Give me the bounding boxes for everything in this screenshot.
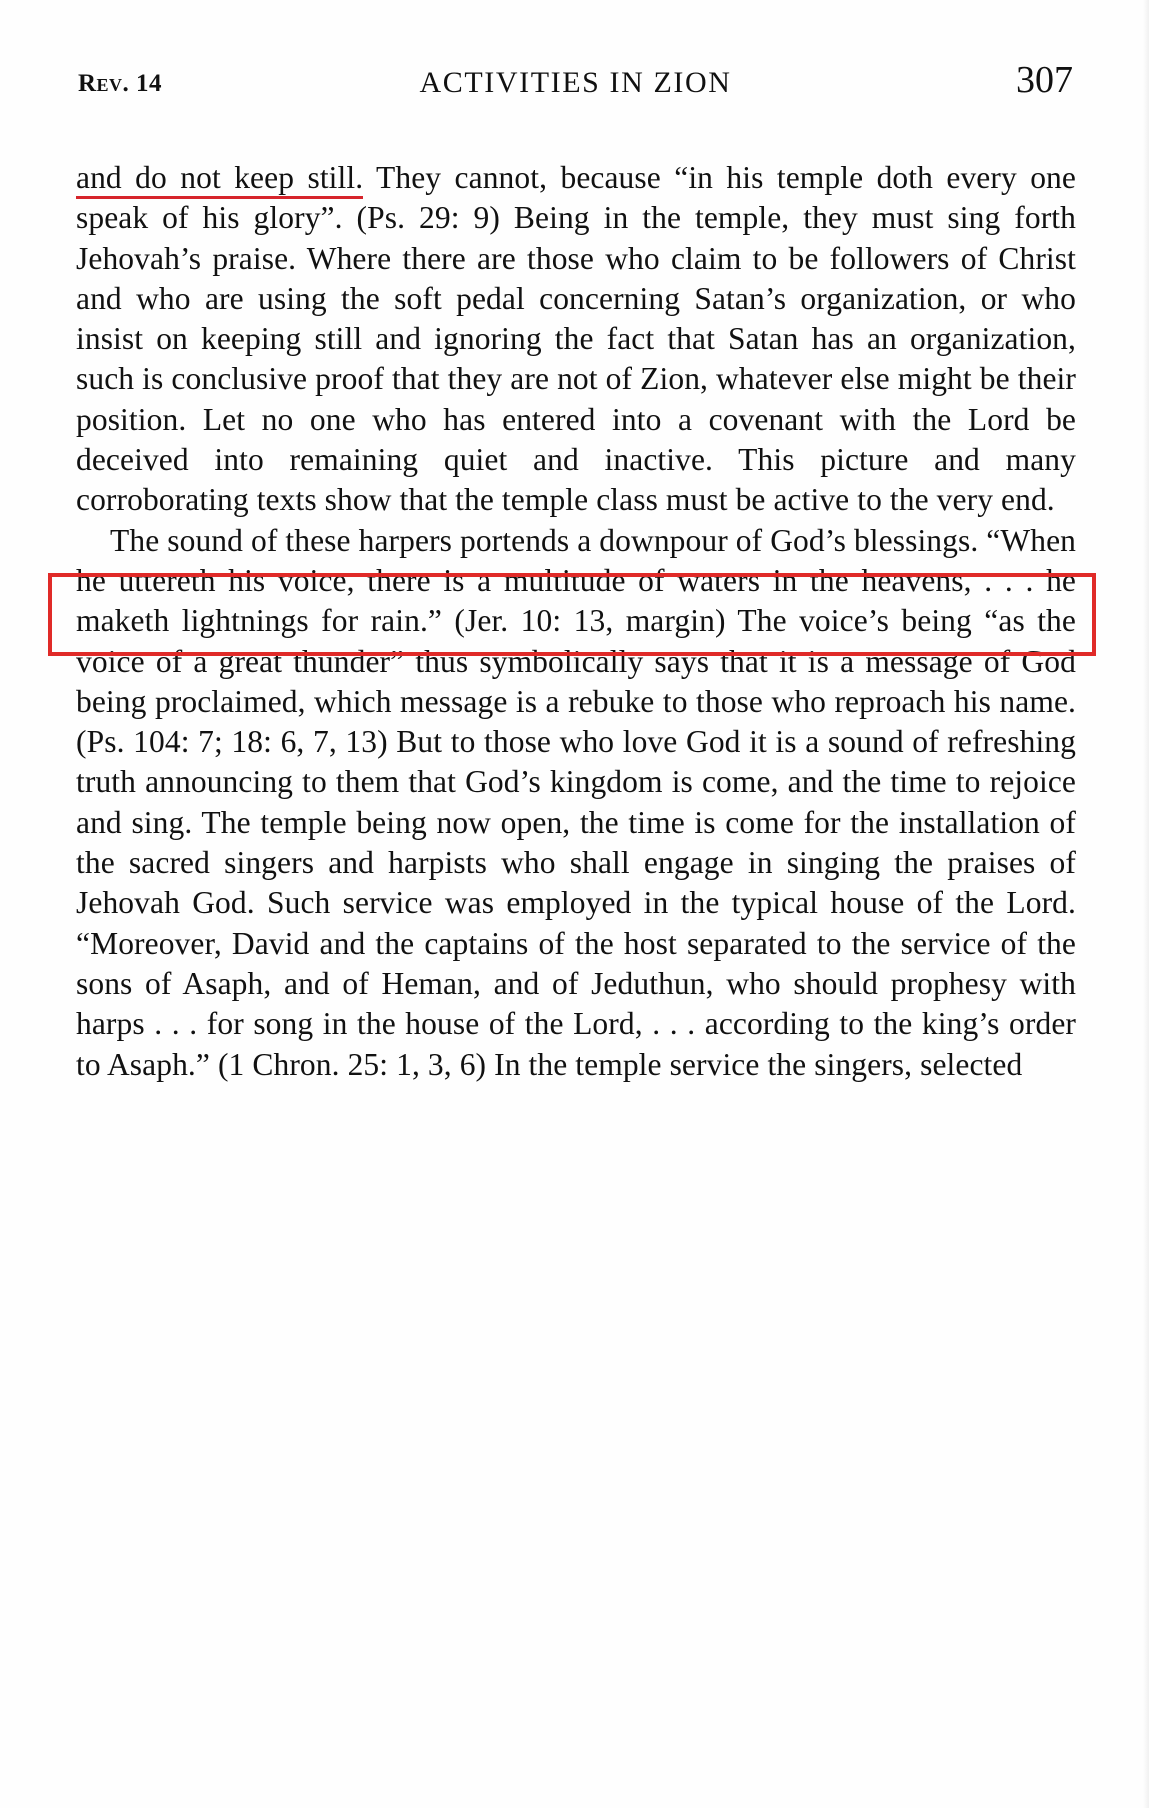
page-body — [76, 158, 1076, 1085]
scan-edge-shadow — [1143, 0, 1149, 1808]
paragraph-1 — [76, 158, 1076, 521]
header-running-title-left: Rev. 14 — [78, 70, 163, 97]
paragraph-2: The sound of these harpers portends a downpour of God’s blessings. “When he uttereth his voice, there is a multitude of waters in the heavens, . . . he maketh lightnings for rain.” (Jer. 10: 13, margin) The voice’s being “as the voice of a great thunder” thus symbolically says that it is a message of God being proclaimed, which message is a rebuke to those who reproach his name. (Ps. 104: 7; 18: 6, 7, 13) But to those who love God it is a sound of refreshing truth announcing to them that God’s kingdom is come, and the time to rejoice and sing. The temple being now open, the time is come for the installation of the sacred singers and harpists who shall engage in singing the praises of Jehovah God. Such service was employed in the typical house of the Lord. “Moreover, David and the captains of the host separated to the service of the sons of Asaph, and of Heman, and of Jeduthun, who should prophesy with harps . . . for song in the house of the Lord, . . . according to the king’s order to Asaph.” (1 Chron. 25: 1, 3, 6) In the temple service the singers, selected — [76, 522, 1076, 1082]
paragraph-1-text: They cannot, because “in his temple doth every one speak of his glory”. (Ps. 29: 9) Being in the temple, they must sing forth Jehovah’s praise. Where there are those who claim to be followers of Christ and who are using the soft pedal concerning Satan’s organization, or who insist on keeping still and ignoring the fact that Satan has an organization, such is conclusive proof that they are not of Zion, whatever else might be their position. Let no one who has entered into a covenant with the Lord be deceived into remaining quiet and inactive. This picture and many corroborating texts show that the temple class must be active to the very end. — [76, 160, 1076, 518]
header-chapter-title: ACTIVITIES IN ZION — [419, 66, 732, 99]
page-number: 307 — [1016, 59, 1073, 101]
page-header — [78, 58, 1073, 110]
underlined-phrase: and do not keep still. — [76, 160, 363, 199]
